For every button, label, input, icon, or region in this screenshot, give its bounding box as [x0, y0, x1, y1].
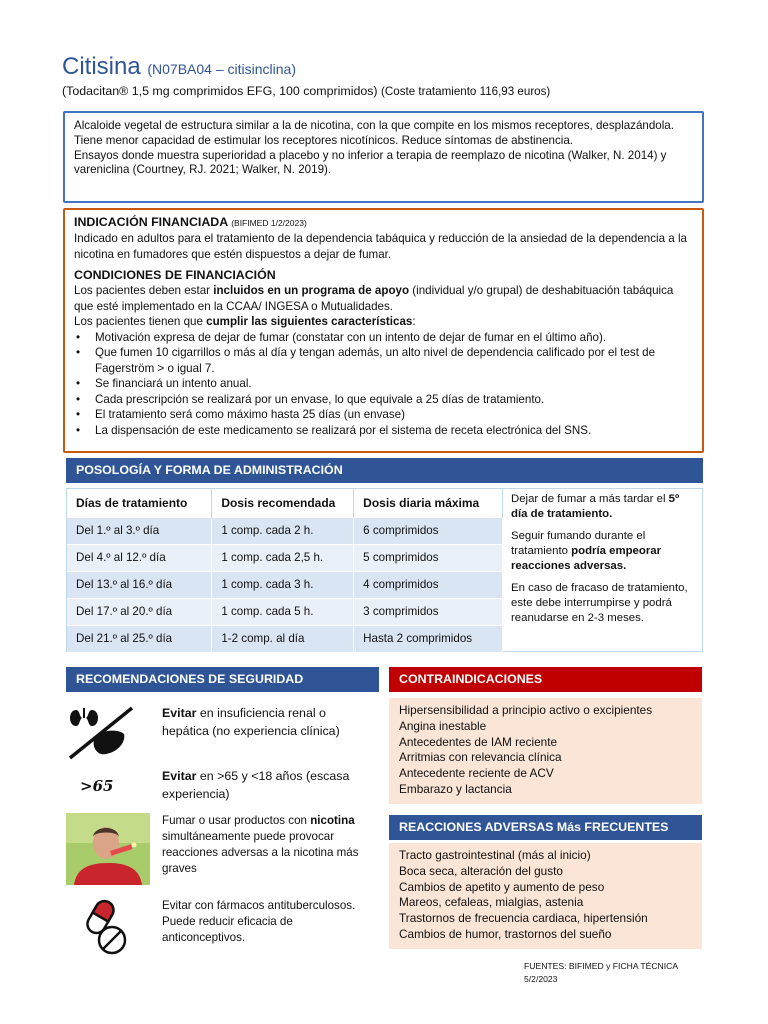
product-name: (Todacitan® 1,5 mg comprimidos EFG, 100 comprimidos) [62, 84, 378, 98]
list-item: Hipersensibilidad a principio activo o excipientes [399, 703, 653, 717]
posology-bar: POSOLOGÍA Y FORMA DE ADMINISTRACIÓN [66, 458, 703, 483]
kidney-liver-crossed-icon [66, 704, 136, 767]
posology-note-2: Seguir fumando durante el tratamiento podría empeorar reacciones adversas. [511, 530, 662, 572]
safety-item-nicotine [66, 813, 376, 885]
column-header: Días de tratamiento [67, 489, 212, 517]
list-item: • Motivación expresa de dejar de fumar (constatar con un intento de dejar de fumar en el último año). [74, 330, 693, 346]
table-row [67, 598, 503, 625]
list-item: Antecedentes de IAM reciente [399, 734, 558, 749]
list-item: Cambios de humor, trastornos del sueño [399, 926, 612, 941]
product-subtitle [62, 83, 550, 100]
list-item: Trastornos de frecuencia cardiaca, hipertensión [399, 911, 648, 926]
indication-heading-note: (BIFIMED 1/2/2023) [231, 218, 307, 228]
list-item: Embarazo y lactancia [399, 781, 512, 796]
table-cell: 1 comp. cada 5 h. [212, 598, 354, 625]
list-item: • Que fumen 10 cigarrillos o más al día y tengan además, un alto nivel de dependencia calificado por el test de Fagerström > o igual 7. [74, 345, 693, 376]
conditions-paragraph-1: Los pacientes deben estar incluidos en un programa de apoyo (individual y/o grupal) de deshabituación tabáquica que esté implementado en la CCAA/ INGESA o Mutualidades. [74, 284, 674, 313]
table-cell: 1-2 comp. al día [212, 625, 354, 652]
conditions-list [74, 330, 693, 439]
posology-notes [511, 492, 697, 633]
list-item: • Cada prescripción se realizará por un envase, lo que equivale a 25 días de tratamiento. [74, 392, 693, 408]
posology-panel [66, 488, 703, 652]
table-cell: Del 17.º al 20.º día [67, 598, 212, 625]
smoking-person-photo [66, 813, 150, 890]
table-cell: 1 comp. cada 3 h. [212, 571, 354, 598]
atc-code: (N07BA04 – citisinclina) [147, 61, 296, 77]
table-cell: 5 comprimidos [354, 544, 503, 571]
age-over-65-icon: >65 [80, 777, 114, 795]
conditions-heading: CONDICIONES DE FINANCIACIÓN [74, 268, 276, 282]
conditions-paragraph-2: Los pacientes tienen que cumplir las siguientes características: [74, 315, 416, 328]
table-row [67, 517, 503, 544]
list-item: Cambios de apetito y aumento de peso [399, 879, 605, 894]
intro-box [63, 111, 704, 203]
indication-heading [74, 214, 693, 231]
sources-text: FUENTES: BIFIMED y FICHA TÉCNICA [524, 961, 679, 971]
posology-note-1: Dejar de fumar a más tardar el 5º día de tratamiento. [511, 493, 680, 520]
table-cell: Del 1.º al 3.º día [67, 517, 212, 544]
safety-text-1: Evitar en insuficiencia renal o hepática (no experiencia clínica) [162, 706, 340, 738]
table-cell: Del 21.º al 25.º día [67, 625, 212, 652]
list-item: Angina inestable [399, 718, 487, 733]
sources-date: 5/2/2023 [524, 974, 558, 984]
page-title [62, 52, 296, 84]
adverse-reactions-bar: REACCIONES ADVERSAS Más FRECUENTES [389, 815, 702, 840]
pill-capsule-icon [82, 898, 138, 961]
safety-text-2: Evitar en >65 y <18 años (escasa experiencia) [162, 769, 350, 801]
column-header: Dosis recomendada [212, 489, 354, 517]
table-cell: Del 13.º al 16.º día [67, 571, 212, 598]
table-cell: 3 comprimidos [354, 598, 503, 625]
contraindications-list [389, 698, 702, 804]
safety-item-interactions [66, 898, 376, 958]
safety-item-renal-hepatic [66, 704, 376, 764]
list-item: • Se financiará un intento anual. [74, 376, 693, 392]
intro-paragraph-1: Alcaloide vegetal de estructura similar a la de nicotina, con la que compite en los mismos receptores, desplazándola. Tiene menor capacidad de estimular los receptores nicotínicos. Reduce síntomas de abstinencia. [74, 119, 674, 147]
list-item: Mareos, cefaleas, mialgias, astenia [399, 895, 584, 910]
sources-footer [524, 960, 678, 986]
table-cell: Hasta 2 comprimidos [354, 625, 503, 652]
table-row [67, 544, 503, 571]
table-cell: 1 comp. cada 2,5 h. [212, 544, 354, 571]
dosage-table [67, 489, 503, 652]
drug-name: Citisina [62, 53, 141, 80]
table-cell: Del 4.º al 12.º día [67, 544, 212, 571]
safety-item-age [66, 767, 376, 807]
posology-note-3: En caso de fracaso de tratamiento, este debe interrumpirse y podrá reanudarse en 2-3 meses. [511, 582, 688, 624]
intro-paragraph-2: Ensayos donde muestra superioridad a placebo y no inferior a terapia de reemplazo de nicotina (Walker, N. 2014) y vareniclina (Courtney, RJ. 2021; Walker, N. 2019). [74, 148, 667, 177]
table-row [67, 571, 503, 598]
table-header-row [67, 489, 503, 517]
list-item: Antecedente reciente de ACV [399, 766, 554, 781]
treatment-cost: (Coste tratamiento 116,93 euros) [381, 85, 551, 98]
safety-text-3: Fumar o usar productos con nicotina simultáneamente puede provocar reacciones adversas a la nicotina más graves [162, 814, 359, 875]
list-item: Tracto gastrointestinal (más al inicio) [399, 848, 591, 862]
table-cell: 4 comprimidos [354, 571, 503, 598]
safety-text-4: Evitar con fármacos antituberculosos. Puede reducir eficacia de anticonceptivos. [162, 899, 356, 944]
financing-box [63, 208, 704, 453]
indication-heading-text: INDICACIÓN FINANCIADA [74, 215, 228, 229]
list-item: Boca seca, alteración del gusto [399, 863, 563, 878]
indication-text: Indicado en adultos para el tratamiento de la dependencia tabáquica y reducción de la ansiedad de la dependencia a la nicotina en fumadores que estén dispuestos a dejar de fumar. [74, 232, 687, 261]
contraindications-bar: CONTRAINDICACIONES [389, 667, 702, 692]
table-cell: 1 comp. cada 2 h. [212, 517, 354, 544]
list-item: • La dispensación de este medicamento se realizará por el sistema de receta electrónica del SNS. [74, 423, 693, 439]
table-row [67, 625, 503, 652]
safety-bar: RECOMENDACIONES DE SEGURIDAD [66, 667, 379, 692]
column-header: Dosis diaria máxima [354, 489, 503, 517]
list-item: Arritmias con relevancia clínica [399, 750, 562, 765]
adverse-reactions-list [389, 843, 702, 949]
table-cell: 6 comprimidos [354, 517, 503, 544]
list-item: • El tratamiento será como máximo hasta 25 días (un envase) [74, 407, 693, 423]
